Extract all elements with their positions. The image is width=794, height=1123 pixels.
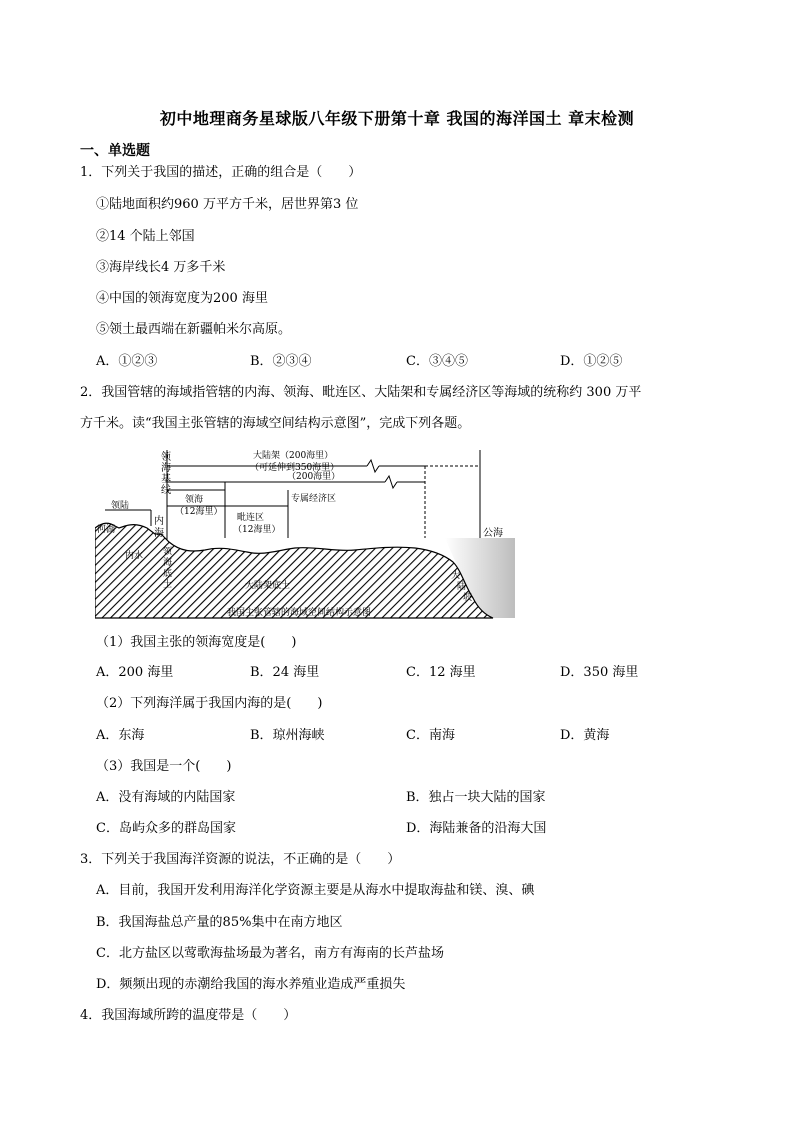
label-inner-sea-1: 内 (154, 516, 164, 527)
q3-option-c[interactable]: C．北方盐区以莺歌海盐场最为著名，南方有海南的长芦盐场 (96, 946, 444, 961)
label-seabed-4: 土 (163, 580, 173, 590)
q4-stem: 4．我国海域所跨的温度带是（ ） (80, 1008, 297, 1023)
q2-stem-line2: 方千米。读“我国主张管辖的海域空间结构示意图”，完成下列各题。 (80, 416, 471, 431)
q1-item-1: ①陆地面积约960 万平方千米，居世界第3 位 (96, 197, 359, 212)
q1-item-2: ②14 个陆上邻国 (96, 229, 195, 244)
q2-sub1-option-c[interactable]: C．12 海里 (406, 665, 476, 680)
label-river: 河湖 (97, 525, 116, 535)
label-inner-sea-2: 海 (154, 528, 164, 539)
q3-option-a[interactable]: A．目前，我国开发利用海洋化学资源主要是从海水中提取海盐和镁、溴、碘 (96, 883, 535, 898)
label-slope-1: 大 (451, 571, 461, 581)
q2-sub1-stem: （1）我国主张的领海宽度是( ) (96, 635, 297, 650)
q2-sub3-option-b[interactable]: B．独占一块大陆的国家 (406, 790, 546, 805)
label-slope-3: 坡 (463, 593, 473, 603)
page-title: 初中地理商务星球版八年级下册第十章 我国的海洋国土 章末检测 (159, 109, 635, 128)
q1-option-b[interactable]: B．②③④ (250, 354, 312, 369)
label-seabed-3: 底 (163, 569, 173, 579)
q3-option-d[interactable]: D．频频出现的赤潮给我国的海水养殖业造成严重损失 (96, 977, 406, 992)
q1-option-d[interactable]: D．①②⑤ (560, 354, 623, 369)
label-eez: 专属经济区 (291, 494, 337, 504)
q1-item-5: ⑤领土最西端在新疆帕米尔高原。 (96, 322, 292, 337)
q2-sub3-option-d[interactable]: D．海陆兼备的沿海大国 (406, 821, 547, 836)
q3-stem: 3．下列关于我国海洋资源的说法，不正确的是（ ） (80, 852, 401, 867)
q1-stem: 1．下列关于我国的描述，正确的组合是（ ） (80, 165, 362, 180)
label-shelf-subsoil: 大陆架底土 (245, 581, 291, 591)
q1-item-3: ③海岸线长4 万多千米 (96, 260, 226, 275)
q3-option-b[interactable]: B．我国海盐总产量的85%集中在南方地区 (96, 915, 343, 930)
label-12nm-b: （12海里） (233, 525, 281, 535)
sea-area-diagram (95, 446, 515, 620)
label-seabed-2: 海 (163, 558, 173, 568)
q2-sub3-option-a[interactable]: A．没有海域的内陆国家 (96, 790, 236, 805)
q2-sub2-option-d[interactable]: D．黄海 (560, 728, 610, 743)
q2-sub2-option-a[interactable]: A．东海 (96, 728, 145, 743)
q1-option-c[interactable]: C．③④⑤ (406, 354, 468, 369)
q2-sub2-stem: （2）下列海洋属于我国内海的是( ) (96, 696, 323, 711)
q1-item-4: ④中国的领海宽度为200 海里 (96, 291, 268, 306)
q2-stem-line1: 2．我国管辖的海域指管辖的内海、领海、毗连区、大陆架和专属经济区等海域的统称约 300 万平 (80, 385, 642, 400)
label-high-seas: 公海 (483, 528, 503, 539)
label-continental-shelf: 大陆架（200海里） (253, 451, 334, 461)
q2-sub3-stem: （3）我国是一个( ) (96, 759, 232, 774)
q2-sub1-option-a[interactable]: A．200 海里 (96, 665, 174, 680)
q2-sub2-option-c[interactable]: C．南海 (406, 728, 455, 743)
q2-sub1-option-b[interactable]: B．24 海里 (250, 665, 320, 680)
label-slope-2: 陆 (457, 582, 467, 592)
label-12nm-a: （12海里） (175, 507, 223, 517)
label-baseline-1: 领 (161, 452, 171, 463)
diagram-caption: 我国主张管辖的海域空间结构示意图 (227, 608, 372, 618)
label-extendable: （可延伸到350海里） (250, 463, 340, 473)
q2-sub1-option-d[interactable]: D．350 海里 (560, 665, 639, 680)
q2-sub2-option-b[interactable]: B．琼州海峡 (250, 728, 325, 743)
q1-option-a[interactable]: A．①②③ (96, 354, 158, 369)
label-territorial-sea: 领海 (185, 495, 204, 505)
q2-sub3-option-c[interactable]: C．岛屿众多的群岛国家 (96, 821, 236, 836)
label-inner-water: 内水 (125, 551, 144, 561)
label-200nm: （200海里） (287, 472, 341, 482)
label-baseline-2: 海 (161, 463, 171, 474)
label-land: 领陆 (111, 501, 130, 511)
label-baseline-3: 基 (161, 474, 171, 485)
label-contiguous: 毗连区 (237, 513, 265, 523)
label-baseline-4: 线 (161, 485, 171, 496)
section-heading: 一、单选题 (80, 143, 150, 159)
label-seabed-1: 领 (163, 547, 173, 557)
